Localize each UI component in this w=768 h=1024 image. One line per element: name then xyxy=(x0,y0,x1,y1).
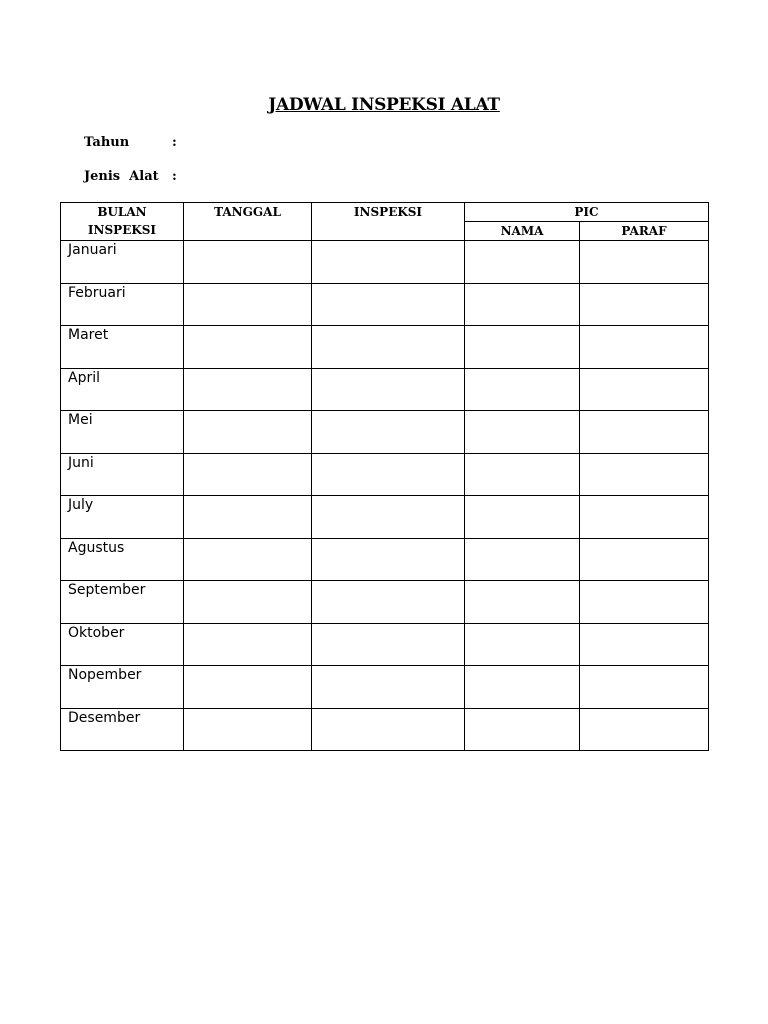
table-row xyxy=(61,453,709,496)
table-row xyxy=(61,326,709,369)
inspeksi-cell[interactable] xyxy=(312,411,465,454)
inspeksi-cell[interactable] xyxy=(312,623,465,666)
month-cell: Nopember xyxy=(61,666,184,709)
table-row xyxy=(61,368,709,411)
paraf-cell[interactable] xyxy=(580,368,709,411)
table-row xyxy=(61,666,709,709)
inspeksi-cell[interactable] xyxy=(312,241,465,284)
header-bulan-inspeksi xyxy=(61,203,184,241)
field-jenis-alat-separator: : xyxy=(172,169,177,184)
tanggal-cell[interactable] xyxy=(184,241,312,284)
paraf-cell[interactable] xyxy=(580,666,709,709)
tanggal-cell[interactable] xyxy=(184,623,312,666)
month-cell: July xyxy=(61,496,184,539)
header-paraf: PARAF xyxy=(580,222,709,241)
header-nama: NAMA xyxy=(465,222,580,241)
paraf-cell[interactable] xyxy=(580,241,709,284)
nama-cell[interactable] xyxy=(465,241,580,284)
paraf-cell[interactable] xyxy=(580,623,709,666)
inspeksi-cell[interactable] xyxy=(312,453,465,496)
field-jenis-alat-label: Jenis Alat xyxy=(84,169,159,184)
header-bulan-line2: INSPEKSI xyxy=(87,223,157,237)
tanggal-cell[interactable] xyxy=(184,496,312,539)
nama-cell[interactable] xyxy=(465,326,580,369)
month-cell: April xyxy=(61,368,184,411)
field-jenis-alat xyxy=(84,169,177,184)
month-cell: Oktober xyxy=(61,623,184,666)
nama-cell[interactable] xyxy=(465,368,580,411)
month-cell: Desember xyxy=(61,708,184,751)
field-tahun-label: Tahun xyxy=(84,135,130,150)
tanggal-cell[interactable] xyxy=(184,666,312,709)
month-cell: Maret xyxy=(61,326,184,369)
nama-cell[interactable] xyxy=(465,623,580,666)
paraf-cell[interactable] xyxy=(580,453,709,496)
nama-cell[interactable] xyxy=(465,411,580,454)
inspeksi-cell[interactable] xyxy=(312,326,465,369)
month-cell: September xyxy=(61,581,184,624)
nama-cell[interactable] xyxy=(465,708,580,751)
month-cell: Januari xyxy=(61,241,184,284)
inspection-schedule-table xyxy=(60,202,709,751)
table-row xyxy=(61,581,709,624)
paraf-cell[interactable] xyxy=(580,326,709,369)
table-row xyxy=(61,496,709,539)
paraf-cell[interactable] xyxy=(580,496,709,539)
table-row xyxy=(61,708,709,751)
month-cell: Juni xyxy=(61,453,184,496)
tanggal-cell[interactable] xyxy=(184,453,312,496)
header-inspeksi: INSPEKSI xyxy=(312,203,465,241)
inspeksi-cell[interactable] xyxy=(312,538,465,581)
tanggal-cell[interactable] xyxy=(184,368,312,411)
field-tahun-separator: : xyxy=(172,135,177,150)
paraf-cell[interactable] xyxy=(580,581,709,624)
tanggal-cell[interactable] xyxy=(184,538,312,581)
paraf-cell[interactable] xyxy=(580,538,709,581)
paraf-cell[interactable] xyxy=(580,708,709,751)
nama-cell[interactable] xyxy=(465,283,580,326)
inspeksi-cell[interactable] xyxy=(312,368,465,411)
paraf-cell[interactable] xyxy=(580,411,709,454)
paraf-cell[interactable] xyxy=(580,283,709,326)
field-tahun xyxy=(84,135,177,150)
header-bulan-line1: BULAN xyxy=(97,205,147,219)
tanggal-cell[interactable] xyxy=(184,581,312,624)
tanggal-cell[interactable] xyxy=(184,326,312,369)
document-title: JADWAL INSPEKSI ALAT xyxy=(268,95,500,115)
nama-cell[interactable] xyxy=(465,538,580,581)
nama-cell[interactable] xyxy=(465,453,580,496)
inspeksi-cell[interactable] xyxy=(312,581,465,624)
nama-cell[interactable] xyxy=(465,496,580,539)
tanggal-cell[interactable] xyxy=(184,708,312,751)
table-row xyxy=(61,538,709,581)
table-row xyxy=(61,283,709,326)
nama-cell[interactable] xyxy=(465,581,580,624)
header-tanggal: TANGGAL xyxy=(184,203,312,241)
inspeksi-cell[interactable] xyxy=(312,708,465,751)
table-row xyxy=(61,623,709,666)
inspeksi-cell[interactable] xyxy=(312,283,465,326)
month-cell: Februari xyxy=(61,283,184,326)
table-row xyxy=(61,241,709,284)
nama-cell[interactable] xyxy=(465,666,580,709)
inspeksi-cell[interactable] xyxy=(312,666,465,709)
table-row xyxy=(61,411,709,454)
month-cell: Agustus xyxy=(61,538,184,581)
month-cell: Mei xyxy=(61,411,184,454)
inspeksi-cell[interactable] xyxy=(312,496,465,539)
tanggal-cell[interactable] xyxy=(184,283,312,326)
tanggal-cell[interactable] xyxy=(184,411,312,454)
header-pic: PIC xyxy=(465,203,709,222)
